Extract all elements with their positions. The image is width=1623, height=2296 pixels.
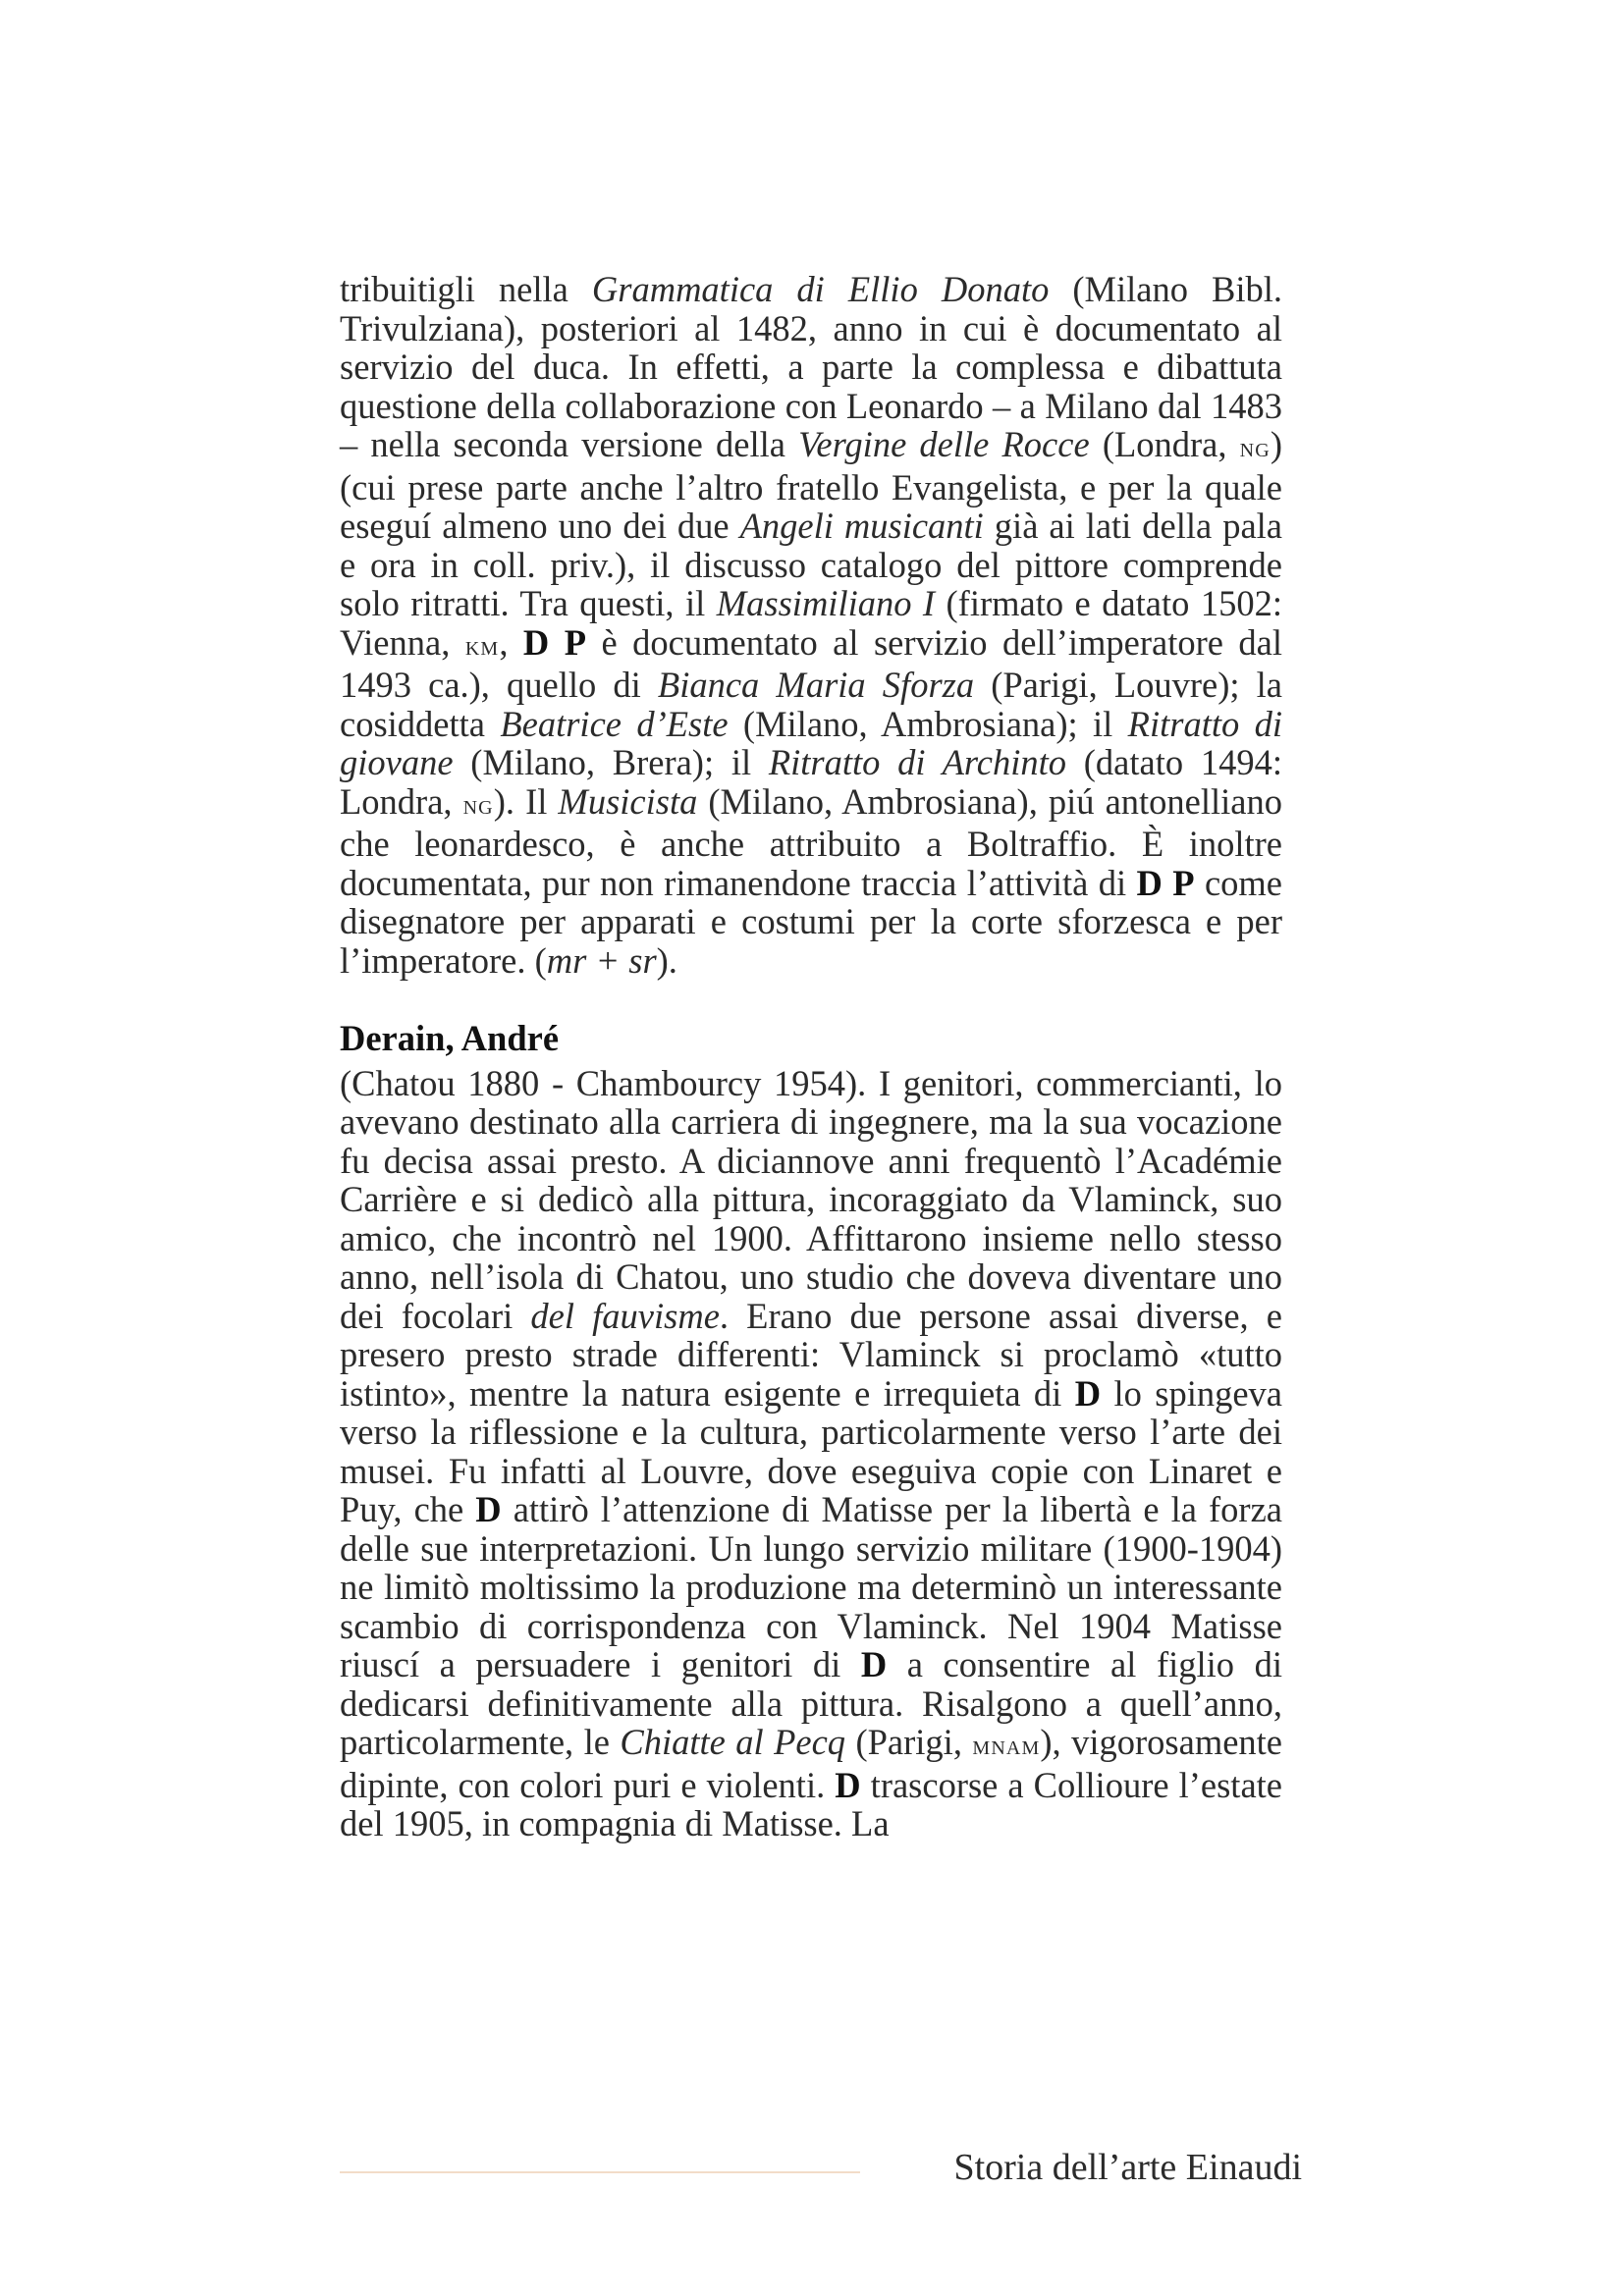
text-run: già ai lati della pala e ora in coll. priv.), il discusso catalogo del pittore comprende solo ritratti. Tra questi, il bbox=[340, 506, 1283, 623]
text-run: tribuitigli nella bbox=[340, 269, 592, 309]
text-run: come disegnatore per apparati e costumi per la corte sforzesca e per l’imperatore. ( bbox=[340, 862, 1283, 981]
italic-run: Ritratto di Archinto bbox=[768, 742, 1067, 782]
text-run: ), vigorosamente dipinte, con colori puri e violenti. bbox=[340, 1722, 1283, 1805]
italic-run: Bianca Maria Sforza bbox=[657, 665, 975, 705]
text-run: (Milano Bibl. Trivulziana), posteriori al 1482, anno in cui è documentato al servizio del duca. In effetti, a parte la complessa e dibattuta questione della collaborazione con Leonardo – a Milano dal 1483 – nella seconda versione della bbox=[340, 269, 1283, 464]
text-run: a consentire al figlio di dedicarsi definitivamente alla pittura. Risalgono a quell’anno, particolarmente, le bbox=[340, 1644, 1282, 1762]
paragraph-derain bbox=[340, 1064, 1282, 1843]
bold-run: D bbox=[835, 1764, 861, 1805]
text-run: (Milano, Brera); il bbox=[453, 742, 769, 782]
text-run: lo spingeva verso la riflessione e la cultura, particolarmente verso l’arte dei musei. Fu infatti al Louvre, dove eseguiva copie con Linaret e Puy, che bbox=[340, 1372, 1283, 1529]
bold-run: D bbox=[860, 1644, 888, 1684]
text-run: (firmato e datato 1502: Vienna, bbox=[340, 583, 1282, 663]
text-run: (Milano, Ambrosiana), piú antonelliano che leonardesco, è anche attribuito a Boltraffio. È inoltre documentata, pur non rimanendone traccia l’attività di bbox=[340, 780, 1282, 903]
footer-rule bbox=[340, 2171, 860, 2173]
smallcaps-run: ng bbox=[462, 789, 494, 821]
text-run: attirò l’attenzione di Matisse per la libertà e la forza delle sue interpretazioni. Un lungo servizio militare (1900-1904) ne limitò moltissimo la produzione ma determinò un interessante scambio di corrispondenza con Vlaminck. Nel 1904 Matisse riuscí a persuadere i genitori di bbox=[340, 1489, 1282, 1684]
smallcaps-run: km bbox=[464, 630, 500, 662]
italic-run: Ritratto di giovane bbox=[340, 703, 1282, 782]
text-run: (Parigi, bbox=[845, 1722, 973, 1762]
italic-run: Musicista bbox=[558, 780, 698, 822]
text-run: ). bbox=[656, 939, 677, 981]
text-run: (datato 1494: Londra, bbox=[340, 742, 1282, 822]
italic-run: Vergine delle Rocce bbox=[798, 424, 1090, 464]
italic-run: del fauvisme bbox=[530, 1295, 720, 1336]
italic-run: Grammatica di Ellio Donato bbox=[591, 269, 1050, 309]
entry-title: Derain, André bbox=[340, 1018, 560, 1058]
text-run: è documentato al servizio dell’imperatore dal 1493 ca.), quello di bbox=[340, 621, 1283, 705]
footer-label: Storia dell’arte Einaudi bbox=[953, 2147, 1302, 2188]
paragraph-continuation bbox=[340, 270, 1282, 980]
text-column bbox=[340, 270, 1282, 1843]
text-run: (Londra, bbox=[1089, 424, 1240, 464]
smallcaps-run: mnam bbox=[972, 1731, 1041, 1761]
italic-run: Chiatte al Pecq bbox=[620, 1722, 846, 1762]
smallcaps-run: ng bbox=[1239, 433, 1271, 463]
italic-run: Angeli musicanti bbox=[739, 506, 984, 546]
text-run: (Parigi, Louvre); la cosiddetta bbox=[340, 665, 1282, 744]
text-run: (Milano, Ambrosiana); il bbox=[728, 703, 1128, 744]
bold-run: D bbox=[475, 1489, 502, 1529]
italic-run: Massimiliano I bbox=[716, 583, 936, 623]
italic-run: Beatrice d’Este bbox=[500, 703, 729, 744]
bold-run: D P bbox=[522, 621, 587, 663]
text-run: , bbox=[499, 621, 523, 663]
bold-run: D bbox=[1074, 1372, 1102, 1414]
bold-run: D P bbox=[1136, 862, 1195, 903]
text-run: (Chatou 1880 - Chambourcy 1954). I genitori, commercianti, lo avevano destinato alla carriera di ingegnere, ma la sua vocazione fu decisa assai presto. A diciannove anni frequentò l’Académie Carrière e si dedicò alla pittura, incoraggiato da Vlaminck, suo amico, che incontrò nel 1900. Affittarono insieme nello stesso anno, nell’isola di Chatou, uno studio che doveva diventare uno dei focolari bbox=[340, 1062, 1282, 1336]
text-run: ) (cui prese parte anche l’altro fratello Evangelista, e per la quale eseguí almeno uno dei due bbox=[340, 424, 1282, 546]
italic-run: mr + sr bbox=[546, 939, 657, 981]
text-run: . Erano due persone assai diverse, e presero presto strade differenti: Vlaminck si proclamò «tutto istinto», mentre la natura esigente e irrequieta di bbox=[340, 1295, 1282, 1414]
text-run: ). Il bbox=[493, 780, 559, 822]
text-run: trascorse a Collioure l’estate del 1905, in compagnia di Matisse. La bbox=[340, 1764, 1282, 1843]
